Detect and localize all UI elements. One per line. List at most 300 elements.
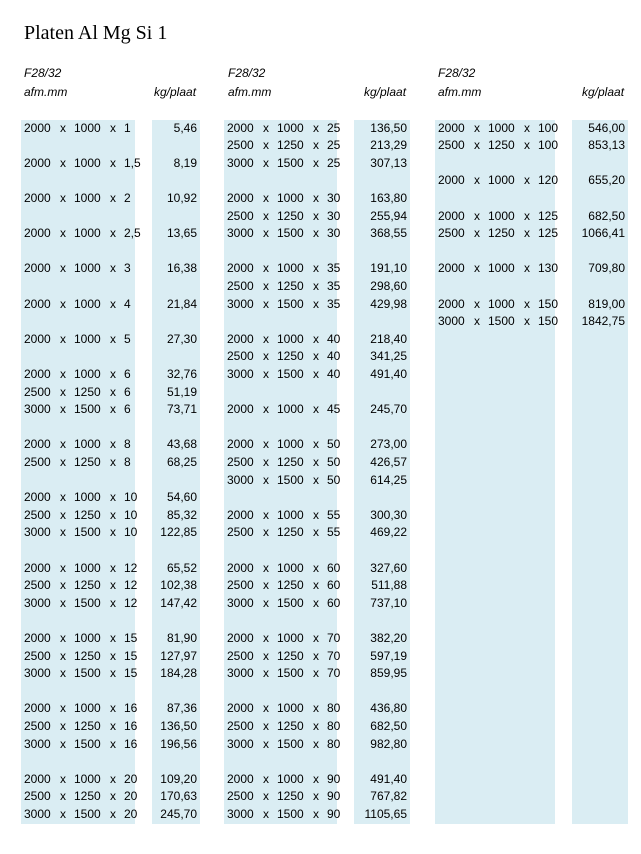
plate-length: 1500: [277, 666, 304, 681]
plate-dimensions: [24, 648, 154, 664]
plate-thickness: 125: [538, 208, 559, 223]
plate-dimensions: [227, 155, 357, 171]
plate-dimensions: [227, 366, 357, 382]
plate-length: 1250: [488, 138, 515, 153]
plate-thickness: 12: [124, 595, 138, 610]
times-sign: x: [263, 507, 269, 522]
times-sign: x: [60, 507, 66, 522]
plate-width: 3000: [227, 226, 254, 241]
times-sign: x: [263, 560, 269, 575]
times-sign: x: [110, 454, 116, 469]
plate-dimensions: [24, 560, 154, 576]
times-sign: x: [263, 595, 269, 610]
times-sign: x: [110, 384, 116, 399]
plate-thickness: 3: [124, 261, 131, 276]
times-sign: x: [313, 366, 319, 381]
times-sign: x: [60, 771, 66, 786]
plate-dimensions: [438, 172, 568, 188]
times-sign: x: [263, 789, 269, 804]
plate-dimensions: [24, 700, 154, 716]
plate-weight: 81,90: [166, 630, 197, 645]
plate-length: 1500: [74, 806, 101, 821]
plate-weight: 429,98: [370, 296, 407, 311]
plate-thickness: 60: [327, 578, 341, 593]
times-sign: x: [263, 454, 269, 469]
plate-length: 1000: [277, 701, 304, 716]
plate-dimensions: [227, 331, 357, 347]
plate-weight: 491,40: [370, 366, 407, 381]
plate-dimensions: [227, 260, 357, 276]
plate-weight: 170,63: [160, 789, 197, 804]
times-sign: x: [313, 437, 319, 452]
plate-thickness: 6: [124, 366, 131, 381]
plate-width: 2000: [438, 120, 465, 135]
plate-thickness: 40: [327, 331, 341, 346]
plate-length: 1250: [277, 718, 304, 733]
plate-length: 1000: [277, 402, 304, 417]
plate-weight: 469,22: [370, 525, 407, 540]
plate-thickness: 80: [327, 701, 341, 716]
times-sign: x: [313, 120, 319, 135]
times-sign: x: [110, 261, 116, 276]
plate-length: 1500: [277, 296, 304, 311]
plate-length: 1500: [74, 666, 101, 681]
plate-length: 1000: [74, 226, 101, 241]
plate-thickness: 50: [327, 454, 341, 469]
times-sign: x: [313, 736, 319, 751]
times-sign: x: [313, 701, 319, 716]
plate-width: 2000: [438, 173, 465, 188]
plate-length: 1500: [74, 525, 101, 540]
plate-thickness: 20: [124, 771, 138, 786]
plate-width: 2000: [227, 630, 254, 645]
plate-width: 2000: [24, 630, 51, 645]
times-sign: x: [263, 208, 269, 223]
times-sign: x: [313, 331, 319, 346]
alloy-header: F28/32: [438, 66, 476, 80]
times-sign: x: [263, 630, 269, 645]
plate-width: 2000: [24, 296, 51, 311]
alloy-header: F28/32: [228, 66, 266, 80]
plate-dimensions: [227, 771, 357, 787]
plate-weight: 5,46: [173, 120, 197, 135]
plate-length: 1250: [488, 226, 515, 241]
times-sign: x: [60, 789, 66, 804]
times-sign: x: [60, 437, 66, 452]
times-sign: x: [110, 789, 116, 804]
plate-weight: 245,70: [370, 402, 407, 417]
plate-width: 3000: [24, 525, 51, 540]
plate-thickness: 5: [124, 331, 131, 346]
plate-dimensions: [24, 296, 154, 312]
plate-thickness: 90: [327, 771, 341, 786]
times-sign: x: [110, 648, 116, 663]
plate-weight: 859,95: [370, 666, 407, 681]
plate-width: 2000: [227, 402, 254, 417]
plate-weight: 1105,65: [364, 806, 407, 821]
plate-width: 2000: [24, 560, 51, 575]
times-sign: x: [60, 701, 66, 716]
plate-width: 2000: [227, 507, 254, 522]
plate-dimensions: [24, 665, 154, 681]
times-sign: x: [313, 806, 319, 821]
plate-width: 2000: [438, 208, 465, 223]
plate-weight: 213,29: [370, 138, 407, 153]
plate-weight: 682,50: [588, 208, 625, 223]
plate-width: 2000: [24, 261, 51, 276]
times-sign: x: [313, 349, 319, 364]
plate-weight: 54,60: [166, 490, 197, 505]
times-sign: x: [60, 366, 66, 381]
plate-weight: 982,80: [370, 736, 407, 751]
plate-length: 1250: [74, 454, 101, 469]
times-sign: x: [110, 296, 116, 311]
plate-length: 1000: [74, 630, 101, 645]
times-sign: x: [524, 173, 530, 188]
plate-weight: 819,00: [588, 296, 625, 311]
plate-weight: 13,65: [166, 226, 197, 241]
times-sign: x: [474, 173, 480, 188]
times-sign: x: [313, 138, 319, 153]
plate-weight: 32,76: [166, 366, 197, 381]
plate-thickness: 50: [327, 437, 341, 452]
plate-thickness: 100: [538, 138, 559, 153]
plate-dimensions: [227, 718, 357, 734]
plate-thickness: 60: [327, 560, 341, 575]
plate-weight: 546,00: [588, 120, 625, 135]
plate-width: 2500: [227, 278, 254, 293]
plate-width: 2000: [227, 331, 254, 346]
times-sign: x: [474, 296, 480, 311]
plate-thickness: 125: [538, 226, 559, 241]
times-sign: x: [313, 507, 319, 522]
times-sign: x: [60, 490, 66, 505]
plate-weight: 737,10: [370, 595, 407, 610]
times-sign: x: [60, 454, 66, 469]
plate-width: 3000: [227, 296, 254, 311]
plate-length: 1000: [74, 560, 101, 575]
plate-weight: 382,20: [370, 630, 407, 645]
times-sign: x: [60, 226, 66, 241]
plate-width: 3000: [24, 806, 51, 821]
plate-length: 1250: [277, 525, 304, 540]
plate-length: 1000: [74, 155, 101, 170]
plate-width: 2500: [24, 578, 51, 593]
plate-length: 1500: [277, 806, 304, 821]
plate-thickness: 70: [327, 666, 341, 681]
times-sign: x: [60, 261, 66, 276]
times-sign: x: [313, 560, 319, 575]
weight-header: kg/plaat: [582, 85, 625, 99]
plate-weight: 147,42: [160, 595, 197, 610]
plate-weight: 43,68: [166, 437, 197, 452]
plate-width: 2500: [227, 648, 254, 663]
times-sign: x: [313, 208, 319, 223]
plate-dimensions: [24, 384, 154, 400]
plate-thickness: 16: [124, 736, 138, 751]
plate-width: 3000: [227, 366, 254, 381]
times-sign: x: [263, 718, 269, 733]
times-sign: x: [263, 261, 269, 276]
times-sign: x: [474, 208, 480, 223]
plate-dimensions: [227, 806, 357, 822]
times-sign: x: [263, 331, 269, 346]
plate-dimensions: [227, 436, 357, 452]
plate-weight: 16,38: [166, 261, 197, 276]
plate-thickness: 90: [327, 789, 341, 804]
plate-length: 1000: [277, 190, 304, 205]
plate-width: 2000: [24, 120, 51, 135]
times-sign: x: [474, 138, 480, 153]
times-sign: x: [313, 630, 319, 645]
times-sign: x: [60, 736, 66, 751]
plate-dimensions: [24, 489, 154, 505]
plate-weight: 191,10: [370, 261, 407, 276]
plate-dimensions: [24, 788, 154, 804]
plate-dimensions: [227, 401, 357, 417]
plate-length: 1000: [277, 771, 304, 786]
times-sign: x: [313, 648, 319, 663]
plate-length: 1250: [74, 718, 101, 733]
times-sign: x: [263, 525, 269, 540]
plate-dimensions: [24, 524, 154, 540]
plate-width: 2500: [227, 525, 254, 540]
plate-width: 2500: [227, 789, 254, 804]
plate-dimensions: [227, 630, 357, 646]
plate-weight: 10,92: [166, 190, 197, 205]
plate-width: 2500: [24, 384, 51, 399]
plate-thickness: 45: [327, 402, 341, 417]
plate-weight: 245,70: [160, 806, 197, 821]
plate-thickness: 16: [124, 701, 138, 716]
plate-length: 1500: [74, 736, 101, 751]
plate-dimensions: [24, 260, 154, 276]
plate-weight: 127,97: [160, 648, 197, 663]
plate-thickness: 25: [327, 138, 341, 153]
times-sign: x: [60, 648, 66, 663]
times-sign: x: [313, 472, 319, 487]
times-sign: x: [110, 120, 116, 135]
plate-dimensions: [227, 120, 357, 136]
plate-thickness: 35: [327, 278, 341, 293]
plate-thickness: 150: [538, 296, 559, 311]
plate-width: 3000: [227, 666, 254, 681]
page-title: Platen Al Mg Si 1: [24, 22, 168, 44]
times-sign: x: [524, 296, 530, 311]
plate-weight: 511,88: [371, 578, 407, 593]
times-sign: x: [110, 507, 116, 522]
plate-thickness: 100: [538, 120, 559, 135]
plate-weight: 273,00: [370, 437, 407, 452]
times-sign: x: [313, 595, 319, 610]
plate-width: 2500: [227, 454, 254, 469]
plate-weight: 300,30: [370, 507, 407, 522]
plate-weight: 85,32: [166, 507, 197, 522]
plate-dimensions: [24, 507, 154, 523]
plate-width: 3000: [24, 595, 51, 610]
times-sign: x: [60, 666, 66, 681]
plate-length: 1000: [74, 490, 101, 505]
plate-dimensions: [438, 120, 568, 136]
plate-weight: 853,13: [588, 138, 625, 153]
plate-length: 1250: [277, 208, 304, 223]
plate-weight: 109,20: [160, 771, 197, 786]
plate-length: 1000: [277, 630, 304, 645]
times-sign: x: [263, 806, 269, 821]
plate-dimensions: [227, 788, 357, 804]
plate-weight: 491,40: [370, 771, 407, 786]
plate-dimensions: [227, 472, 357, 488]
plate-length: 1000: [277, 507, 304, 522]
plate-weight: 73,71: [166, 402, 197, 417]
times-sign: x: [60, 630, 66, 645]
times-sign: x: [110, 560, 116, 575]
plate-thickness: 15: [124, 666, 138, 681]
times-sign: x: [524, 138, 530, 153]
plate-length: 1250: [74, 384, 101, 399]
times-sign: x: [110, 366, 116, 381]
plate-dimensions: [438, 208, 568, 224]
plate-weight: 709,80: [588, 261, 625, 276]
plate-weight: 341,25: [370, 349, 407, 364]
plate-dimensions: [227, 296, 357, 312]
plate-weight: 218,40: [370, 331, 407, 346]
plate-weight: 682,50: [370, 718, 407, 733]
plate-width: 3000: [227, 806, 254, 821]
plate-weight: 68,25: [166, 454, 197, 469]
times-sign: x: [313, 454, 319, 469]
plate-weight: 87,36: [166, 701, 197, 716]
times-sign: x: [313, 226, 319, 241]
plate-width: 2000: [438, 296, 465, 311]
plate-length: 1000: [488, 296, 515, 311]
plate-length: 1250: [277, 648, 304, 663]
plate-thickness: 35: [327, 296, 341, 311]
times-sign: x: [474, 226, 480, 241]
plate-dimensions: [438, 296, 568, 312]
times-sign: x: [110, 402, 116, 417]
plate-thickness: 1,5: [124, 155, 141, 170]
plate-width: 2500: [24, 789, 51, 804]
plate-weight: 122,85: [160, 525, 197, 540]
times-sign: x: [524, 120, 530, 135]
plate-dimensions: [24, 225, 154, 241]
plate-thickness: 8: [124, 437, 131, 452]
plate-length: 1250: [74, 507, 101, 522]
times-sign: x: [313, 718, 319, 733]
plate-length: 1250: [277, 454, 304, 469]
plate-thickness: 30: [327, 190, 341, 205]
times-sign: x: [474, 120, 480, 135]
plate-length: 1500: [74, 595, 101, 610]
times-sign: x: [110, 578, 116, 593]
plate-thickness: 2,5: [124, 226, 141, 241]
times-sign: x: [60, 806, 66, 821]
plate-dimensions: [24, 120, 154, 136]
plate-width: 2000: [24, 331, 51, 346]
plate-weight: 196,56: [160, 736, 197, 751]
plate-dimensions: [24, 366, 154, 382]
plate-thickness: 12: [124, 560, 138, 575]
times-sign: x: [60, 560, 66, 575]
plate-thickness: 10: [124, 525, 138, 540]
plate-width: 2500: [24, 454, 51, 469]
times-sign: x: [110, 331, 116, 346]
plate-weight: 255,94: [370, 208, 407, 223]
plate-dimensions: [227, 190, 357, 206]
plate-dimensions: [24, 595, 154, 611]
plate-width: 2000: [227, 701, 254, 716]
dimension-header: afm.mm: [228, 85, 272, 99]
plate-dimensions: [24, 454, 154, 470]
plate-length: 1250: [277, 789, 304, 804]
dimension-header: afm.mm: [24, 85, 68, 99]
times-sign: x: [60, 155, 66, 170]
times-sign: x: [263, 366, 269, 381]
plate-dimensions: [24, 401, 154, 417]
plate-length: 1500: [277, 226, 304, 241]
plate-thickness: 15: [124, 630, 138, 645]
times-sign: x: [110, 490, 116, 505]
plate-width: 2000: [227, 190, 254, 205]
plate-length: 1250: [277, 578, 304, 593]
times-sign: x: [110, 806, 116, 821]
dimension-header: afm.mm: [438, 85, 482, 99]
times-sign: x: [263, 155, 269, 170]
times-sign: x: [263, 402, 269, 417]
times-sign: x: [110, 525, 116, 540]
plate-length: 1000: [277, 437, 304, 452]
plate-length: 1000: [74, 437, 101, 452]
plate-thickness: 35: [327, 261, 341, 276]
times-sign: x: [110, 155, 116, 170]
plate-thickness: 80: [327, 718, 341, 733]
plate-width: 2000: [227, 771, 254, 786]
plate-length: 1250: [277, 278, 304, 293]
times-sign: x: [263, 472, 269, 487]
plate-thickness: 12: [124, 578, 138, 593]
plate-weight: 597,19: [370, 648, 407, 663]
plate-dimensions: [24, 577, 154, 593]
plate-thickness: 60: [327, 595, 341, 610]
plate-dimensions: [438, 137, 568, 153]
times-sign: x: [263, 226, 269, 241]
times-sign: x: [313, 666, 319, 681]
plate-weight: 21,84: [166, 296, 197, 311]
plate-length: 1250: [277, 349, 304, 364]
times-sign: x: [313, 296, 319, 311]
plate-thickness: 55: [327, 507, 341, 522]
plate-weight: 163,80: [370, 190, 407, 205]
plate-thickness: 6: [124, 402, 131, 417]
plate-width: 2000: [227, 437, 254, 452]
plate-dimensions: [24, 331, 154, 347]
plate-thickness: 15: [124, 648, 138, 663]
times-sign: x: [263, 648, 269, 663]
times-sign: x: [263, 701, 269, 716]
plate-dimensions: [24, 736, 154, 752]
plate-thickness: 6: [124, 384, 131, 399]
plate-dimensions: [24, 806, 154, 822]
times-sign: x: [110, 736, 116, 751]
times-sign: x: [263, 736, 269, 751]
plate-length: 1250: [74, 578, 101, 593]
plate-weight: 426,57: [370, 454, 407, 469]
plate-length: 1500: [488, 314, 515, 329]
plate-weight: 327,60: [370, 560, 407, 575]
plate-length: 1000: [488, 261, 515, 276]
times-sign: x: [110, 226, 116, 241]
